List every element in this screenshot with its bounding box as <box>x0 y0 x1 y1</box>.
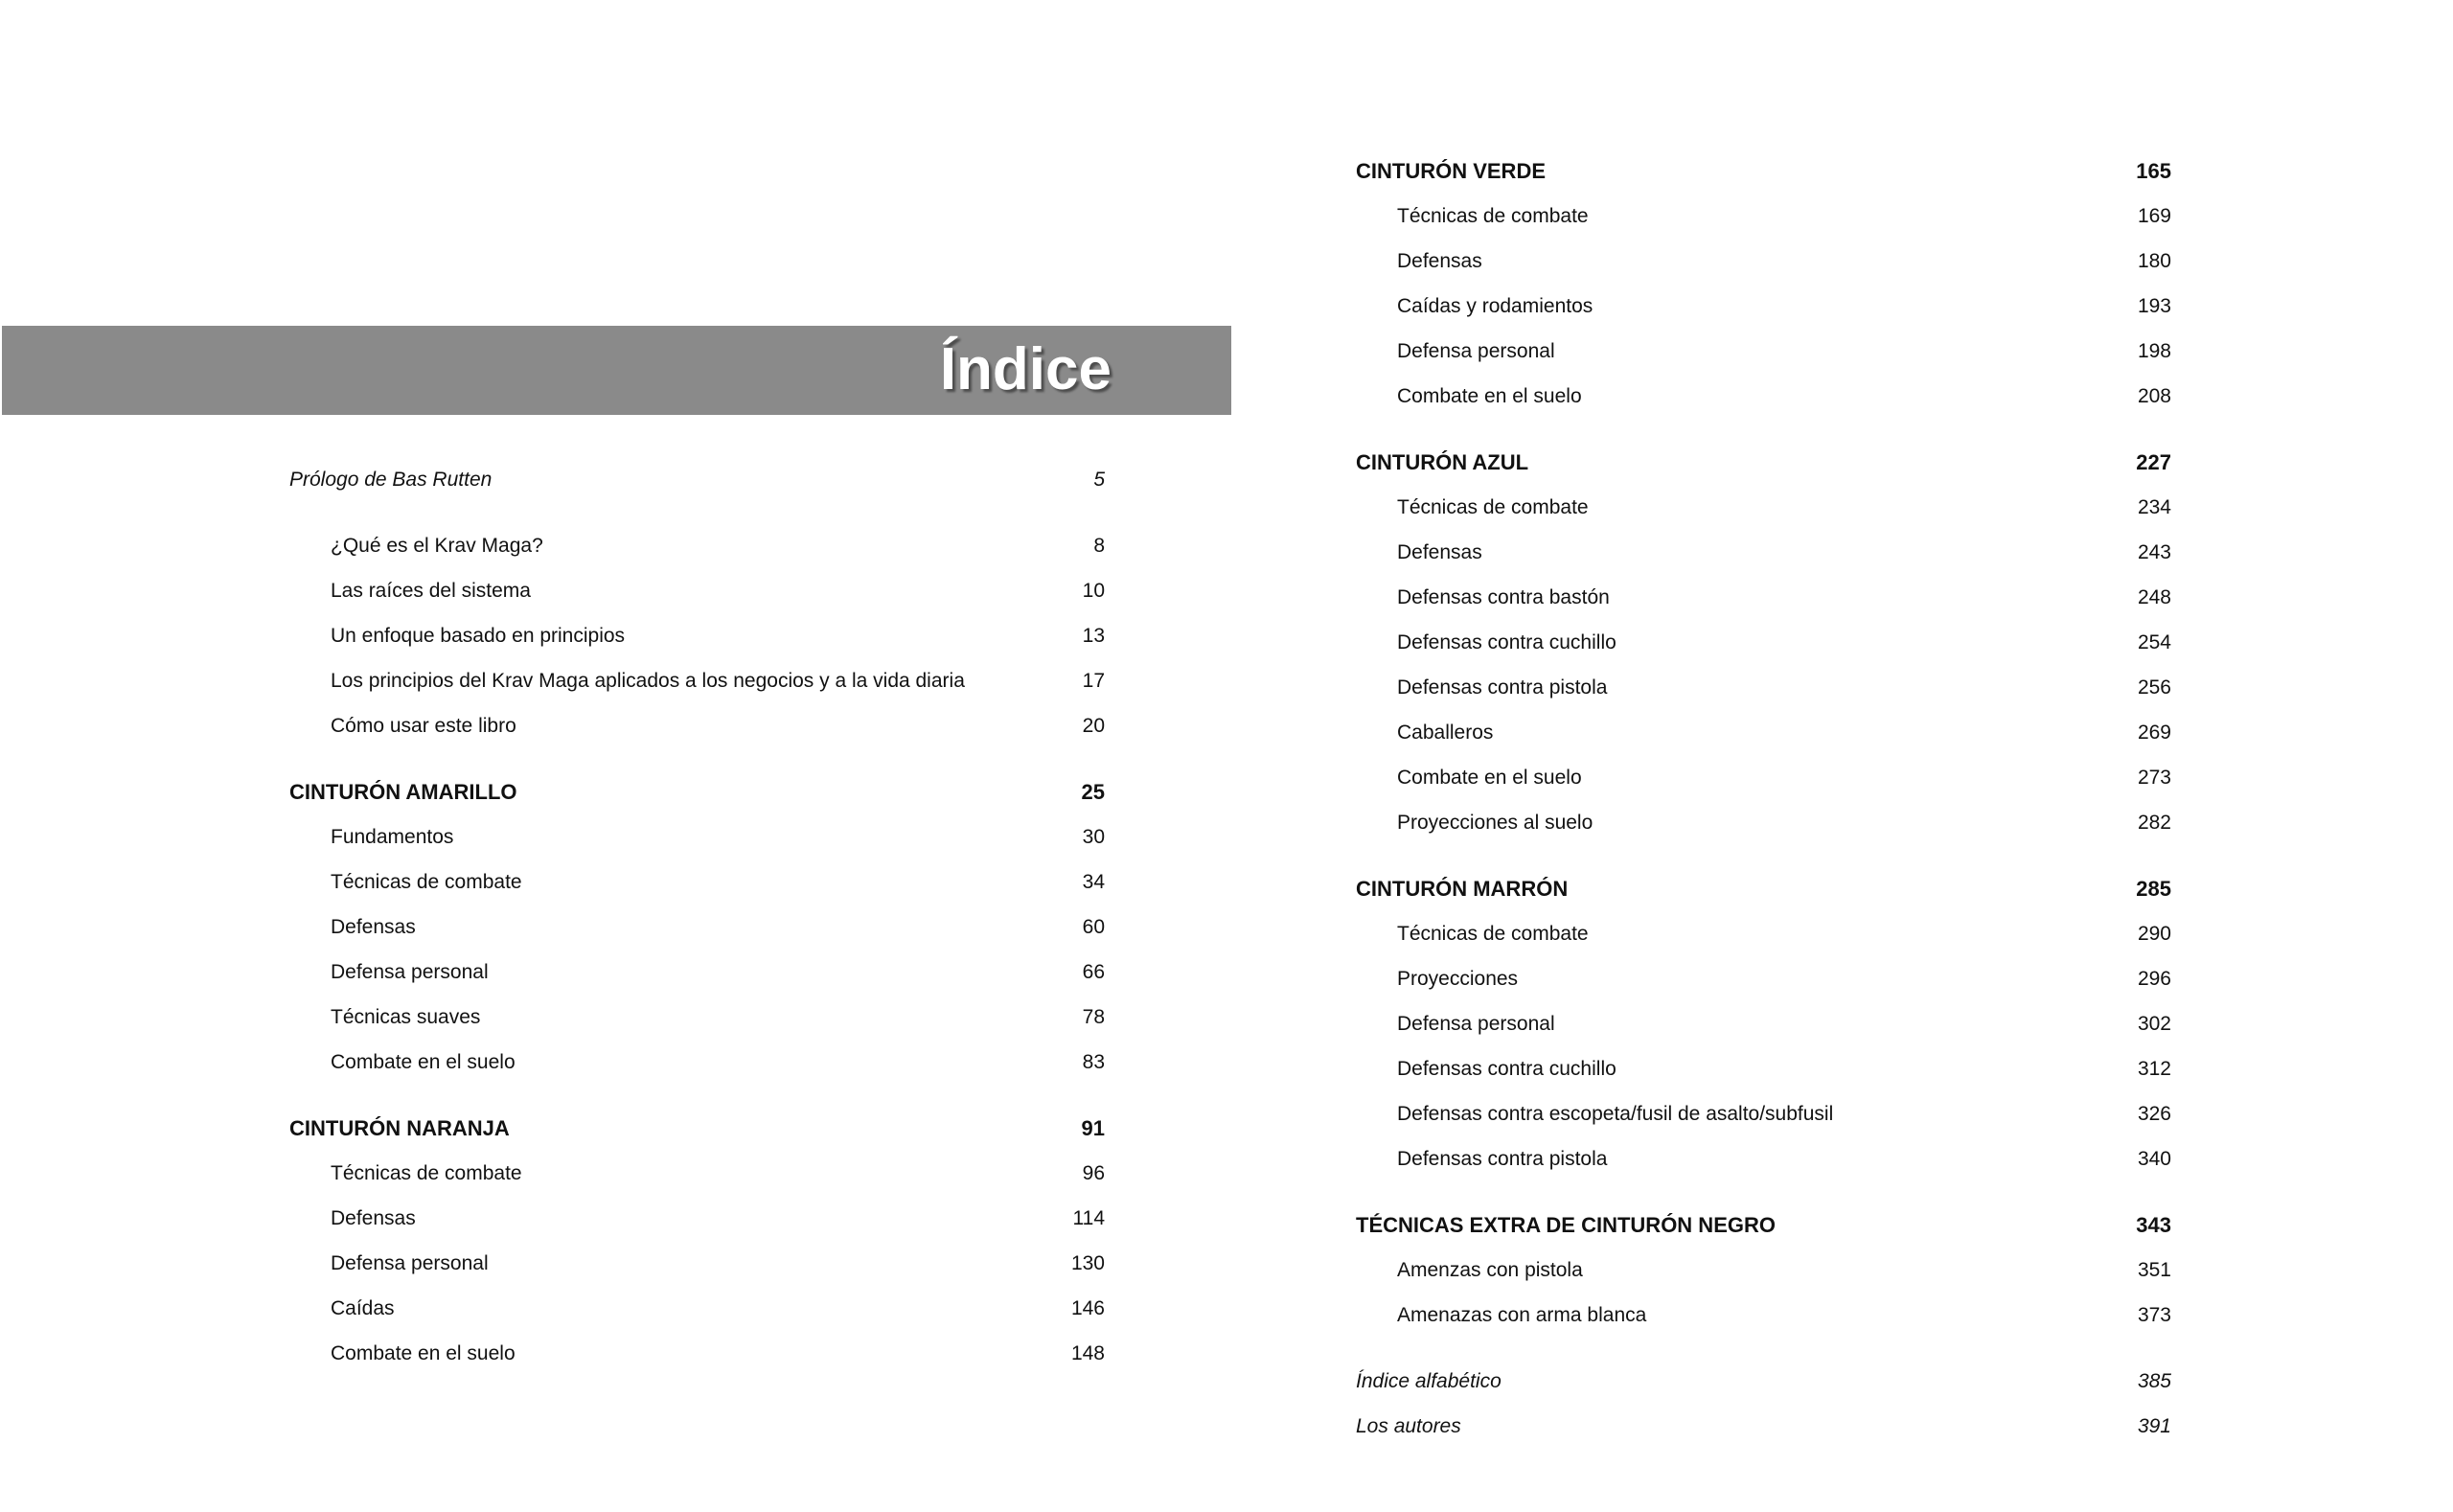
toc-entry-page-number: 273 <box>2137 767 2171 789</box>
toc-entry-page-number: 234 <box>2137 496 2171 518</box>
toc-entry-page-number: 343 <box>2136 1213 2171 1237</box>
toc-entry[interactable] <box>1356 247 2171 292</box>
toc-entry-page-number: 198 <box>2137 340 2171 362</box>
toc-entry-label: Defensas <box>331 1207 416 1229</box>
toc-entry-page-number: 30 <box>1082 826 1105 848</box>
toc-entry[interactable] <box>1356 965 2171 1010</box>
toc-entry-label: Proyecciones <box>1397 968 1519 990</box>
toc-entry-page-number: 165 <box>2136 159 2171 183</box>
toc-entry-label: TÉCNICAS EXTRA DE CINTURÓN NEGRO <box>1356 1213 1776 1237</box>
toc-section-heading[interactable] <box>289 1114 1105 1159</box>
toc-entry-label: ¿Qué es el Krav Maga? <box>331 535 543 557</box>
toc-entry[interactable] <box>1356 629 2171 674</box>
toc-entry-label: Técnicas de combate <box>1397 496 1589 518</box>
toc-entry[interactable] <box>289 466 1105 511</box>
toc-entry-label: Defensas <box>1397 541 1482 563</box>
toc-entry-label: Prólogo de Bas Rutten <box>289 469 493 491</box>
toc-entry-page-number: 243 <box>2137 541 2171 563</box>
toc-entry[interactable] <box>1356 1301 2171 1346</box>
toc-entry-page-number: 83 <box>1082 1051 1105 1073</box>
toc-entry-page-number: 180 <box>2137 250 2171 272</box>
toc-group-gap <box>1356 854 2171 875</box>
toc-entry-label: Caídas y rodamientos <box>1397 295 1593 317</box>
toc-entry-label: Técnicas suaves <box>331 1006 481 1028</box>
toc-entry-label: Defensas contra pistola <box>1397 676 1608 699</box>
toc-entry-page-number: 60 <box>1082 916 1105 938</box>
toc-group-gap <box>289 757 1105 778</box>
toc-entry[interactable] <box>289 913 1105 958</box>
toc-entry-page-number: 208 <box>2137 385 2171 407</box>
toc-entry-label: Defensa personal <box>1397 340 1555 362</box>
toc-entry[interactable] <box>1356 809 2171 854</box>
toc-entry-page-number: 373 <box>2137 1304 2171 1326</box>
toc-entry-page-number: 340 <box>2137 1148 2171 1170</box>
toc-entry-page-number: 114 <box>1072 1207 1105 1229</box>
toc-entry-page-number: 312 <box>2137 1058 2171 1080</box>
toc-entry-page-number: 169 <box>2137 205 2171 227</box>
toc-entry-label: Amenzas con pistola <box>1397 1259 1583 1281</box>
toc-entry-page-number: 351 <box>2137 1259 2171 1281</box>
toc-entry-page-number: 10 <box>1082 580 1105 602</box>
toc-entry-page-number: 66 <box>1082 961 1105 983</box>
toc-entry-label: Defensas <box>331 916 416 938</box>
toc-entry[interactable] <box>1356 1055 2171 1100</box>
page-title: Índice <box>939 336 1112 402</box>
toc-entry-page-number: 296 <box>2137 968 2171 990</box>
toc-entry[interactable] <box>1356 337 2171 382</box>
toc-group-gap <box>1356 1346 2171 1367</box>
toc-entry[interactable] <box>1356 584 2171 629</box>
toc-entry-label: Caídas <box>331 1297 395 1319</box>
toc-section-heading[interactable] <box>289 778 1105 823</box>
toc-entry-label: CINTURÓN NARANJA <box>289 1116 510 1140</box>
toc-entry-page-number: 302 <box>2137 1013 2171 1035</box>
toc-entry[interactable] <box>1356 1412 2171 1457</box>
toc-entry-page-number: 130 <box>1070 1252 1105 1274</box>
title-band <box>2 326 1231 415</box>
toc-entry-page-number: 5 <box>1093 469 1105 491</box>
toc-entry-label: Defensas contra escopeta/fusil de asalto/subfusil <box>1397 1103 1834 1125</box>
toc-entry-label: Defensa personal <box>331 1252 489 1274</box>
toc-entry-label: Caballeros <box>1397 722 1494 744</box>
toc-entry-label: Técnicas de combate <box>1397 923 1589 945</box>
toc-entry-page-number: 78 <box>1082 1006 1105 1028</box>
toc-entry[interactable] <box>1356 764 2171 809</box>
toc-entry[interactable] <box>289 868 1105 913</box>
toc-entry-page-number: 25 <box>1081 780 1105 804</box>
toc-entry-label: Combate en el suelo <box>331 1342 516 1364</box>
toc-entry-label: Índice alfabético <box>1356 1370 1502 1392</box>
toc-entry-label: CINTURÓN AZUL <box>1356 450 1529 474</box>
toc-entry[interactable] <box>289 1340 1105 1385</box>
toc-entry-page-number: 256 <box>2137 676 2171 699</box>
toc-entry-page-number: 248 <box>2137 586 2171 608</box>
toc-right-column <box>1356 157 2171 1457</box>
toc-entry[interactable] <box>289 1003 1105 1048</box>
toc-entry-label: CINTURÓN VERDE <box>1356 159 1547 183</box>
toc-entry-label: Técnicas de combate <box>331 871 522 893</box>
toc-entry[interactable] <box>289 1294 1105 1340</box>
toc-entry-page-number: 282 <box>2137 812 2171 834</box>
toc-entry-label: Los autores <box>1356 1415 1461 1437</box>
toc-entry-page-number: 391 <box>2137 1415 2171 1437</box>
toc-entry-page-number: 193 <box>2137 295 2171 317</box>
toc-entry-label: Un enfoque basado en principios <box>331 625 626 647</box>
toc-group-gap <box>1356 427 2171 448</box>
toc-entry-page-number: 269 <box>2137 722 2171 744</box>
toc-entry[interactable] <box>289 958 1105 1003</box>
toc-entry-page-number: 8 <box>1093 535 1105 557</box>
toc-entry[interactable] <box>289 532 1105 577</box>
toc-entry-label: Técnicas de combate <box>331 1162 522 1184</box>
toc-group-gap <box>1356 1190 2171 1211</box>
toc-section-heading[interactable] <box>1356 448 2171 493</box>
toc-entry-label: Los principios del Krav Maga aplicados a los negocios y a la vida diaria <box>331 670 965 692</box>
toc-entry[interactable] <box>289 1249 1105 1294</box>
toc-entry-page-number: 34 <box>1082 871 1105 893</box>
toc-entry[interactable] <box>289 823 1105 868</box>
toc-entry[interactable] <box>1356 1010 2171 1055</box>
toc-entry-page-number: 91 <box>1081 1116 1105 1140</box>
toc-entry[interactable] <box>289 1159 1105 1204</box>
toc-entry-label: Defensas contra cuchillo <box>1397 631 1616 653</box>
toc-entry[interactable] <box>1356 382 2171 427</box>
toc-entry[interactable] <box>1356 920 2171 965</box>
toc-entry-page-number: 385 <box>2137 1370 2171 1392</box>
toc-entry-page-number: 146 <box>1070 1297 1105 1319</box>
toc-entry[interactable] <box>1356 719 2171 764</box>
toc-entry-label: Defensas contra pistola <box>1397 1148 1608 1170</box>
toc-entry-label: Combate en el suelo <box>1397 767 1582 789</box>
toc-entry[interactable] <box>289 577 1105 622</box>
toc-entry-label: Cómo usar este libro <box>331 715 516 737</box>
toc-section-heading[interactable] <box>1356 1211 2171 1256</box>
toc-section-heading[interactable] <box>1356 875 2171 920</box>
toc-entry-label: CINTURÓN MARRÓN <box>1356 877 1569 901</box>
toc-entry-label: Defensas <box>1397 250 1482 272</box>
toc-entry-label: Defensas contra bastón <box>1397 586 1610 608</box>
toc-entry-page-number: 290 <box>2137 923 2171 945</box>
toc-entry[interactable] <box>289 712 1105 757</box>
toc-entry-label: CINTURÓN AMARILLO <box>289 780 517 804</box>
toc-entry[interactable] <box>1356 674 2171 719</box>
toc-entry-page-number: 148 <box>1070 1342 1105 1364</box>
toc-entry[interactable] <box>1356 1367 2171 1412</box>
toc-entry[interactable] <box>1356 538 2171 584</box>
toc-section-heading[interactable] <box>1356 157 2171 202</box>
toc-entry-label: Técnicas de combate <box>1397 205 1589 227</box>
toc-entry-label: Combate en el suelo <box>1397 385 1582 407</box>
toc-entry-label: Defensa personal <box>331 961 489 983</box>
toc-entry-label: Defensas contra cuchillo <box>1397 1058 1616 1080</box>
toc-entry[interactable] <box>1356 1100 2171 1145</box>
toc-entry[interactable] <box>289 1204 1105 1249</box>
toc-left-column <box>289 466 1105 1385</box>
toc-entry-label: Defensa personal <box>1397 1013 1555 1035</box>
toc-entry[interactable] <box>1356 1256 2171 1301</box>
toc-entry[interactable] <box>289 1048 1105 1093</box>
toc-entry[interactable] <box>289 622 1105 667</box>
toc-group-gap <box>289 511 1105 532</box>
toc-entry-label: Fundamentos <box>331 826 454 848</box>
toc-entry-page-number: 96 <box>1082 1162 1105 1184</box>
toc-entry-label: Amenazas con arma blanca <box>1397 1304 1647 1326</box>
toc-entry-page-number: 254 <box>2137 631 2171 653</box>
toc-entry-page-number: 13 <box>1082 625 1105 647</box>
toc-entry-page-number: 227 <box>2136 450 2171 474</box>
toc-entry[interactable] <box>289 667 1105 712</box>
toc-entry-page-number: 17 <box>1082 670 1105 692</box>
toc-entry-page-number: 326 <box>2137 1103 2171 1125</box>
toc-entry[interactable] <box>1356 1145 2171 1190</box>
toc-entry-label: Las raíces del sistema <box>331 580 531 602</box>
toc-group-gap <box>289 1093 1105 1114</box>
toc-entry-page-number: 20 <box>1082 715 1105 737</box>
toc-entry[interactable] <box>1356 493 2171 538</box>
toc-entry-label: Proyecciones al suelo <box>1397 812 1593 834</box>
toc-entry[interactable] <box>1356 202 2171 247</box>
toc-entry-label: Combate en el suelo <box>331 1051 516 1073</box>
toc-entry-page-number: 285 <box>2136 877 2171 901</box>
toc-entry[interactable] <box>1356 292 2171 337</box>
